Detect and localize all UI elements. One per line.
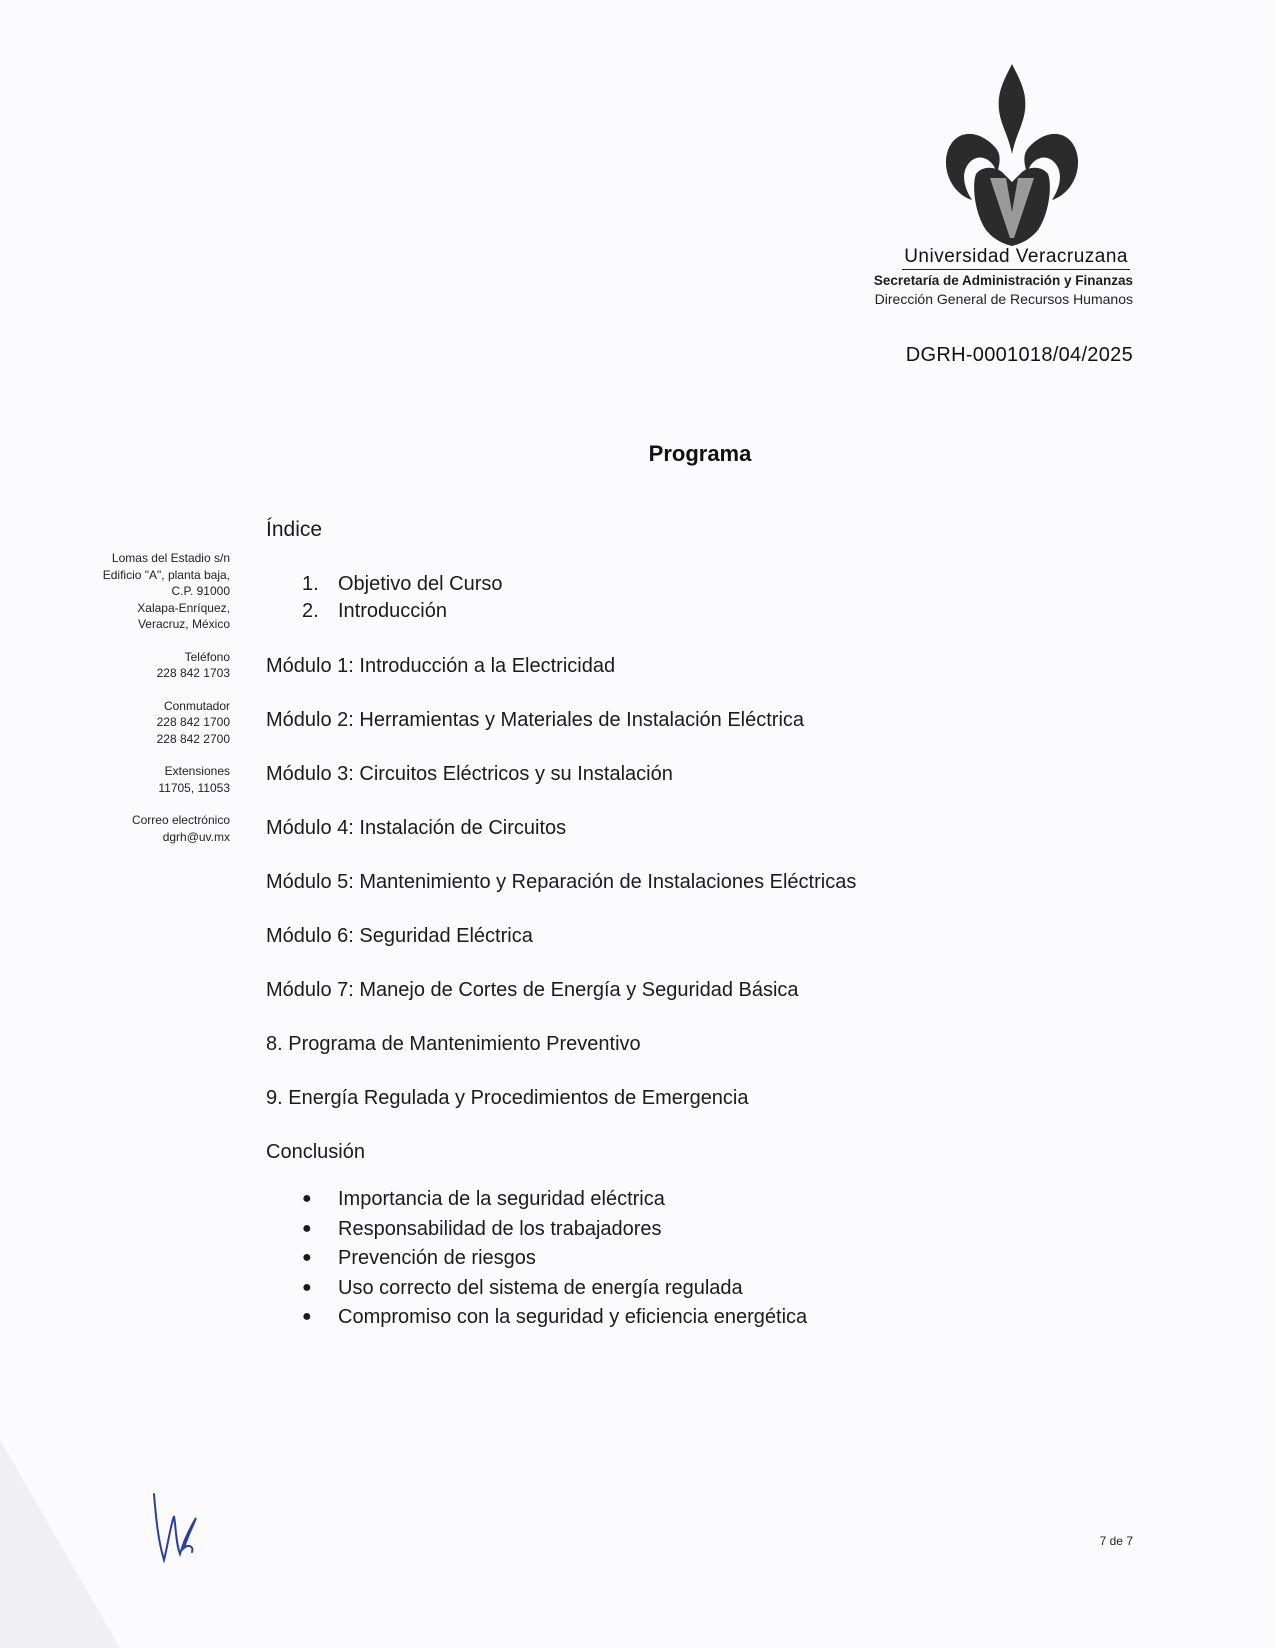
list-number: 1. xyxy=(302,573,319,595)
bullet-text: Uso correcto del sistema de energía regulada xyxy=(338,1276,743,1299)
bullet-item xyxy=(302,1218,807,1248)
phone-label: Teléfono xyxy=(184,649,230,664)
email-label: Correo electrónico xyxy=(131,813,230,827)
bullet-icon: ● xyxy=(302,1308,312,1325)
numbered-list xyxy=(302,573,503,627)
page-number: 7 de 7 xyxy=(1099,1534,1133,1548)
module-item: Módulo 7: Manejo de Cortes de Energía y Seguridad Básica xyxy=(266,979,799,1001)
handwritten-initials xyxy=(150,1488,200,1568)
list-item xyxy=(302,600,503,627)
module-item: Módulo 3: Circuitos Eléctricos y su Instalación xyxy=(266,763,673,785)
address-line: Xalapa-Enríquez, xyxy=(137,600,230,615)
bullet-icon: ● xyxy=(302,1219,312,1237)
list-text: Introducción xyxy=(338,600,447,622)
module-item: Módulo 5: Mantenimiento y Reparación de Instalaciones Eléctricas xyxy=(266,871,857,893)
address-line: Lomas del Estadio s/n xyxy=(111,551,230,565)
secretaria-name: Secretaría de Administración y Finanzas xyxy=(873,273,1133,288)
phone-number: 228 842 1703 xyxy=(156,666,230,680)
module-item: Módulo 1: Introducción a la Electricidad xyxy=(266,655,616,677)
module-list xyxy=(266,655,856,1195)
direccion-name: Dirección General de Recursos Humanos xyxy=(874,291,1133,307)
list-number: 2. xyxy=(302,600,319,622)
page-fold-shadow xyxy=(0,1440,120,1648)
extensions-block xyxy=(50,763,230,796)
document-number: DGRH-0001018/04/2025 xyxy=(905,344,1133,366)
module-item: 8. Programa de Mantenimiento Preventivo xyxy=(266,1033,641,1055)
email-link[interactable]: dgrh@uv.mx xyxy=(162,829,230,844)
bullet-item xyxy=(302,1306,807,1336)
module-item: Módulo 4: Instalación de Circuitos xyxy=(266,817,567,839)
contact-sidebar xyxy=(50,550,230,861)
bullet-item xyxy=(302,1277,807,1307)
index-heading: Índice xyxy=(266,518,323,541)
switchboard-number: 228 842 2700 xyxy=(156,731,230,746)
switchboard-number: 228 842 1700 xyxy=(156,715,230,729)
address-block xyxy=(50,550,230,633)
bullet-icon: ● xyxy=(302,1190,312,1207)
bullet-text: Importancia de la seguridad eléctrica xyxy=(338,1188,665,1210)
bullet-item xyxy=(302,1188,807,1218)
bullet-text: Responsabilidad de los trabajadores xyxy=(338,1217,662,1240)
list-text: Objetivo del Curso xyxy=(338,573,503,595)
switchboard-label: Conmutador xyxy=(163,698,230,713)
university-name: Universidad Veracruzana xyxy=(902,246,1130,270)
email-block xyxy=(50,812,230,845)
address-line: Veracruz, México xyxy=(137,617,230,631)
list-item xyxy=(302,573,503,600)
address-line: Edificio "A", planta baja, xyxy=(102,567,230,582)
bullet-item xyxy=(302,1247,807,1277)
conclusion-bullets xyxy=(302,1188,807,1336)
module-item: Módulo 6: Seguridad Eléctrica xyxy=(266,925,533,947)
conclusion-heading: Conclusión xyxy=(266,1141,365,1163)
switchboard-block xyxy=(50,698,230,748)
bullet-icon: ● xyxy=(302,1278,312,1296)
bullet-text: Prevención de riesgos xyxy=(338,1247,536,1269)
phone-block xyxy=(50,649,230,682)
address-line: C.P. 91000 xyxy=(171,584,230,598)
module-item: 9. Energía Regulada y Procedimientos de Emergencia xyxy=(266,1087,749,1109)
extensions-value: 11705, 11053 xyxy=(158,780,230,795)
university-logo xyxy=(942,62,1082,248)
module-item: Módulo 2: Herramientas y Materiales de Instalación Eléctrica xyxy=(266,709,805,731)
bullet-text: Compromiso con la seguridad y eficiencia energética xyxy=(338,1306,808,1328)
bullet-icon: ● xyxy=(302,1249,312,1266)
page-title: Programa xyxy=(648,441,752,466)
extensions-label: Extensiones xyxy=(164,764,230,778)
